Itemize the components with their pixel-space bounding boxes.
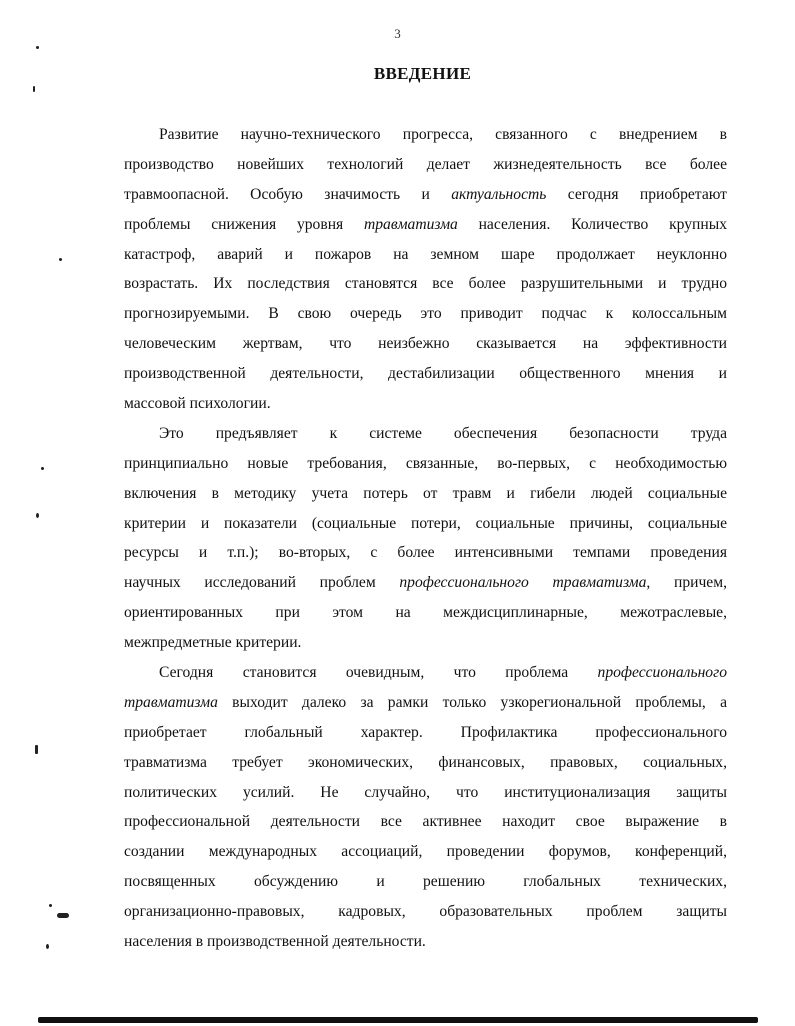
text-run: человеческим жертвам, что неизбежно сказывается на эффективности [124,335,727,353]
text-run: катастроф, аварий и пожаров на земном шаре продолжает неуклонно [124,245,727,263]
text-line [124,479,727,509]
italic-term: травматизма [363,215,458,233]
text-run: ориентированных при этом на междисциплинарные, межотраслевые, [124,604,727,622]
text-line [124,897,727,927]
text-run: политических усилий. Не случайно, что институционализация защиты [124,783,727,801]
text-line [124,449,727,479]
scan-speck [33,86,35,92]
text-line [124,688,727,718]
text-line [124,150,727,180]
text-line [124,389,727,419]
page-title: ВВЕДЕНИЕ [373,64,472,83]
text-line [124,538,727,568]
scan-speck [35,745,38,754]
italic-term: актуальность [451,185,547,203]
text-run: ресурсы и т.п.); во-вторых, с более интенсивными темпами проведения [124,544,727,562]
page-number: 3 [394,26,401,41]
text-run: населения в производственной деятельности. [124,933,426,951]
italic-term: профессионального [597,664,727,682]
text-line [124,299,727,329]
text-line [124,807,727,837]
text-run: выходит далеко за рамки только узкорегиональной проблемы, а [217,693,727,711]
text-run: Развитие научно-технического прогресса, связанного с внедрением в [159,126,727,143]
scan-speck [36,46,39,49]
text-run: посвященных обсуждению и решению глобальных технических, [124,873,727,891]
text-line [124,598,727,628]
text-run: прогнозируемыми. В свою очередь это приводит подчас к колоссальным [124,305,727,323]
text-line [124,419,727,449]
text-line [124,658,727,688]
text-line [124,269,727,299]
text-line [124,568,727,598]
text-run: сегодня приобретают [546,185,727,203]
text-line [124,509,727,539]
text-run: критерии и показатели (социальные потери, социальные причины, социальные [124,514,727,532]
scan-bottom-edge [38,1017,758,1023]
text-run: возрастать. Их последствия становятся все более разрушительными и трудно [124,275,727,293]
text-line [124,778,727,808]
text-run: приобретает глобальный характер. Профилактика профессионального [124,723,727,741]
text-run: производство новейших технологий делает жизнедеятельность все более [124,155,727,173]
text-line [124,927,727,957]
italic-term: профессионального травматизма [399,574,647,592]
text-line [124,329,727,359]
body-text [124,120,727,957]
text-run: профессиональной деятельности все активнее находит свое выражение в [124,813,727,831]
text-run: Сегодня становится очевидным, что проблема [159,664,598,682]
text-run: межпредметные критерии. [124,634,302,652]
text-line [124,837,727,867]
text-run: организационно-правовых, кадровых, образовательных проблем защиты [124,903,727,921]
text-line [124,628,727,658]
scan-speck [46,944,49,949]
italic-term: травматизма [124,693,218,711]
text-run: проблемы снижения уровня [124,215,364,233]
scan-speck [57,913,69,918]
text-run: травмоопасной. Особую значимость и [124,185,452,203]
text-run: создании международных ассоциаций, проведении форумов, конференций, [124,843,727,861]
text-run: , причем, [646,574,727,592]
text-line [124,210,727,240]
text-line [124,240,727,270]
text-run: массовой психологии. [124,395,271,413]
text-run: включения в методику учета потерь от травм и гибели людей социальные [124,484,727,502]
text-run: научных исследований проблем [124,574,400,592]
text-line [124,359,727,389]
text-run: производственной деятельности, дестабилизации общественного мнения и [124,365,727,383]
text-line [124,120,727,150]
text-run: Это предъявляет к системе обеспечения безопасности труда [159,424,727,442]
text-line [124,748,727,778]
text-run: принципиально новые требования, связанные, во-первых, с необходимостью [124,454,727,472]
text-run: населения. Количество крупных [457,215,728,233]
text-line [124,718,727,748]
scan-speck [36,513,39,518]
scan-speck [49,904,52,907]
scan-speck [41,467,44,470]
text-line [124,180,727,210]
text-run: травматизма требует экономических, финансовых, правовых, социальных, [124,753,727,771]
text-line [124,867,727,897]
scan-speck [59,258,62,261]
